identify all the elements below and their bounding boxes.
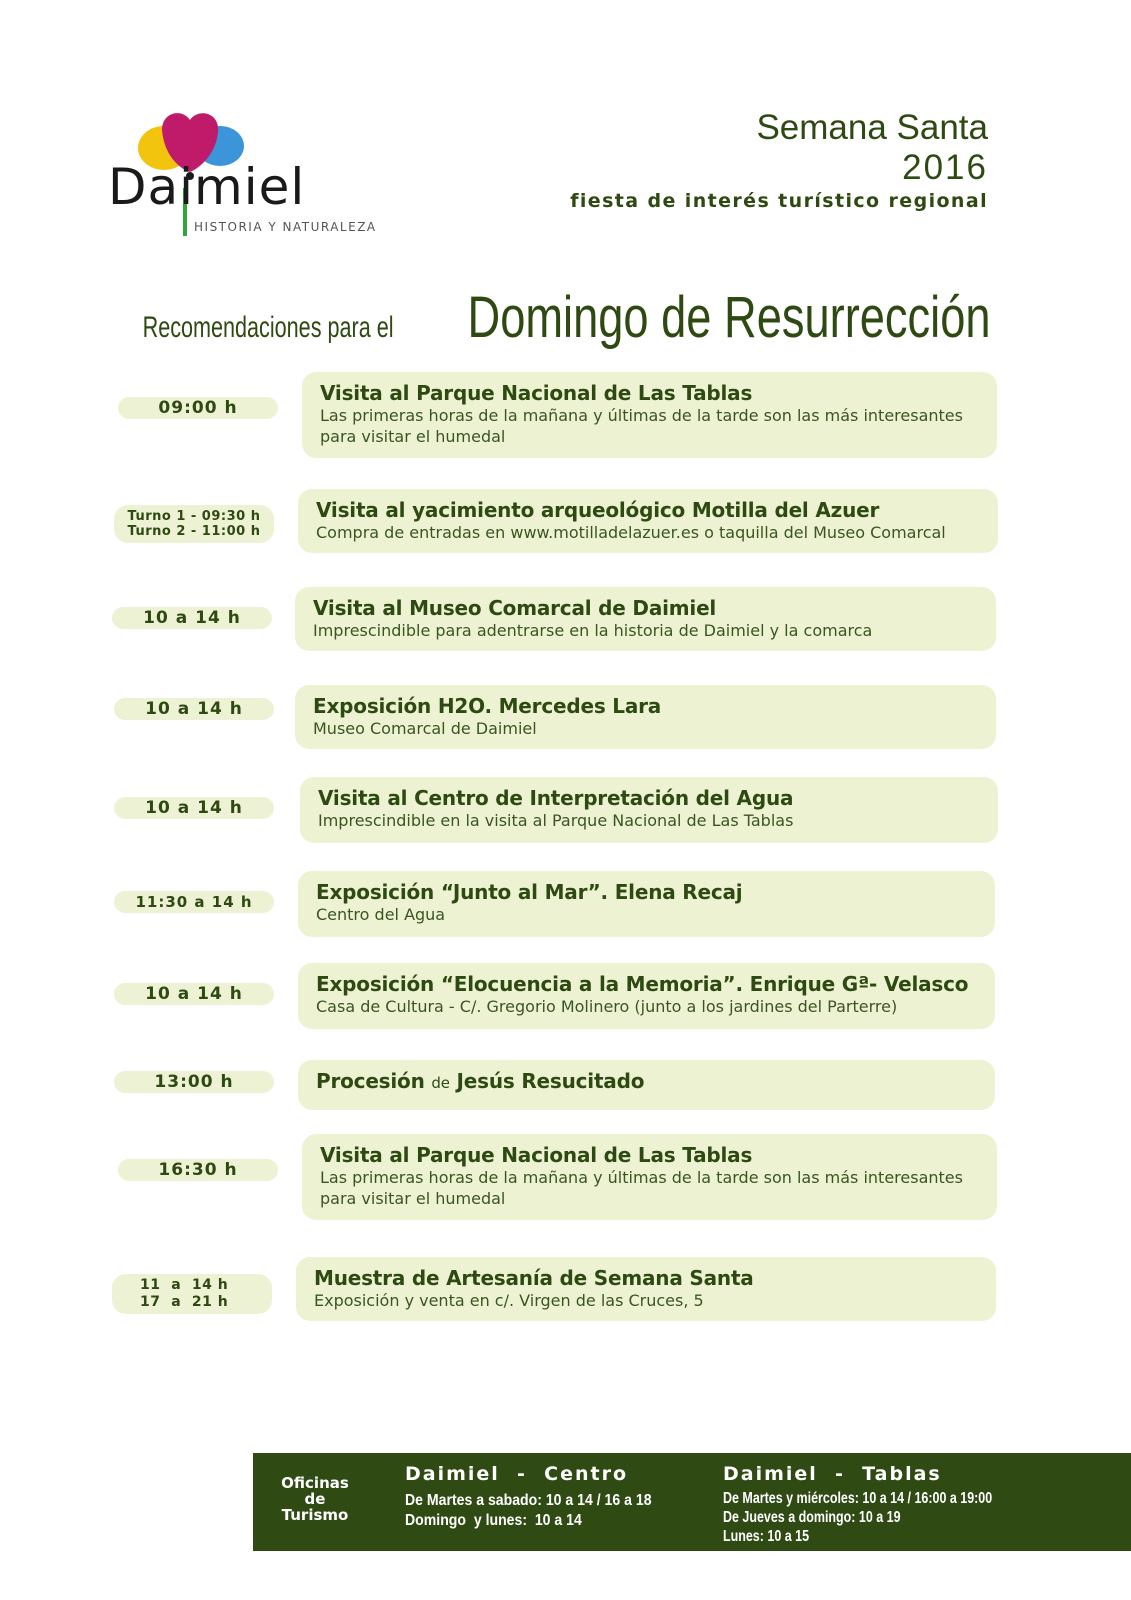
event-title: Visita al yacimiento arqueológico Motilla del Azuer <box>316 498 880 522</box>
event-time <box>114 505 274 543</box>
event-card <box>302 1134 997 1220</box>
event-time: 10 a 14 h <box>114 698 274 720</box>
header-subtitle: fiesta de interés turístico regional <box>570 190 988 212</box>
event-time-line: 11 a 14 h <box>140 1277 229 1293</box>
event-card <box>298 1060 995 1110</box>
event-title: Visita al Parque Nacional de Las Tablas <box>320 1143 753 1167</box>
office-centro <box>405 1463 685 1531</box>
brand-name: Daimiel <box>108 158 306 216</box>
event-time: 10 a 14 h <box>112 607 272 629</box>
event-card <box>302 372 997 458</box>
event-desc-line: Exposición y venta en c/. Virgen de las Cruces, 5 <box>314 1291 704 1310</box>
event-time-line: Turno 1 - 09:30 h <box>127 509 261 524</box>
event-card <box>300 777 998 843</box>
event-desc-line: Casa de Cultura - C/. Gregorio Molinero (junto a los jardines del Parterre) <box>316 997 898 1016</box>
header <box>570 108 988 212</box>
office-centro-heading: Daimiel - Centro <box>405 1463 629 1485</box>
header-year: 2016 <box>902 148 988 187</box>
page-title <box>45 284 991 351</box>
event-desc-line: Las primeras horas de la mañana y últimas de la tarde son las más interesantes <box>320 406 963 425</box>
event-title: Exposición H2O. Mercedes Lara <box>313 694 662 718</box>
event-title: Visita al Museo Comarcal de Daimiel <box>313 596 717 620</box>
office-tablas-hours: De Martes y miércoles: 10 a 14 / 16:00 a 19:00 <box>723 1490 993 1507</box>
footer-label-line: de <box>304 1490 326 1508</box>
office-centro-hours: Domingo y lunes: 10 a 14 <box>405 1512 582 1529</box>
event-title-part: Jesús Resucitado <box>456 1069 645 1093</box>
event-card <box>296 1257 996 1321</box>
office-centro-hours: De Martes a sabado: 10 a 14 / 16 a 18 <box>405 1492 652 1509</box>
title-main: Domingo de Resurrección <box>467 285 991 350</box>
event-time-line: Turno 2 - 11:00 h <box>127 524 261 539</box>
footer-label-line: Oficinas <box>281 1474 349 1492</box>
event-title-connector: de <box>431 1074 450 1092</box>
event-card <box>298 489 998 553</box>
event-time: 16:30 h <box>118 1159 278 1181</box>
event-time: 13:00 h <box>114 1071 274 1093</box>
footer-label <box>273 1475 357 1523</box>
event-time: 10 a 14 h <box>114 797 274 819</box>
header-event: Semana Santa <box>756 108 988 147</box>
event-desc-line: Centro del Agua <box>316 905 446 924</box>
event-desc-line: Las primeras horas de la mañana y últimas de la tarde son las más interesantes <box>320 1168 963 1187</box>
event-desc-line: Imprescindible para adentrarse en la historia de Daimiel y la comarca <box>313 621 873 640</box>
office-tablas <box>723 1463 1068 1546</box>
event-title: Muestra de Artesanía de Semana Santa <box>314 1266 754 1290</box>
event-desc-line: Museo Comarcal de Daimiel <box>313 719 537 738</box>
brand-tagline: HISTORIA Y NATURALEZA <box>194 220 377 234</box>
event-time <box>112 1274 272 1314</box>
brand-logo <box>108 110 388 240</box>
event-desc-line: Imprescindible en la visita al Parque Nacional de Las Tablas <box>318 811 794 830</box>
event-card <box>298 963 995 1029</box>
office-tablas-heading: Daimiel - Tablas <box>723 1463 942 1485</box>
event-time: 10 a 14 h <box>114 983 274 1005</box>
event-card <box>295 685 996 749</box>
event-card <box>295 587 996 651</box>
event-title: Exposición “Elocuencia a la Memoria”. Enrique Gª- Velasco <box>316 972 969 996</box>
event-time: 11:30 a 14 h <box>114 891 274 913</box>
event-title: Exposición “Junto al Mar”. Elena Recaj <box>316 880 743 904</box>
event-desc-line: Compra de entradas en www.motilladelazuer.es o taquilla del Museo Comarcal <box>316 523 946 542</box>
event-title: Visita al Parque Nacional de Las Tablas <box>320 381 753 405</box>
footer-label-line: Turismo <box>281 1506 349 1524</box>
tourism-offices-footer <box>253 1453 1131 1551</box>
event-title-part: Procesión <box>316 1069 425 1093</box>
event-time: 09:00 h <box>118 397 278 419</box>
event-card <box>298 871 995 937</box>
event-title: Visita al Centro de Interpretación del Agua <box>318 786 794 810</box>
title-prefix: Recomendaciones para el <box>142 311 394 344</box>
event-desc-line: para visitar el humedal <box>320 427 506 446</box>
event-title <box>316 1069 977 1095</box>
event-time-line: 17 a 21 h <box>140 1294 229 1310</box>
office-tablas-hours: De Jueves a domingo: 10 a 19 <box>723 1509 901 1526</box>
event-desc-line: para visitar el humedal <box>320 1189 506 1208</box>
office-tablas-hours: Lunes: 10 a 15 <box>723 1528 810 1545</box>
